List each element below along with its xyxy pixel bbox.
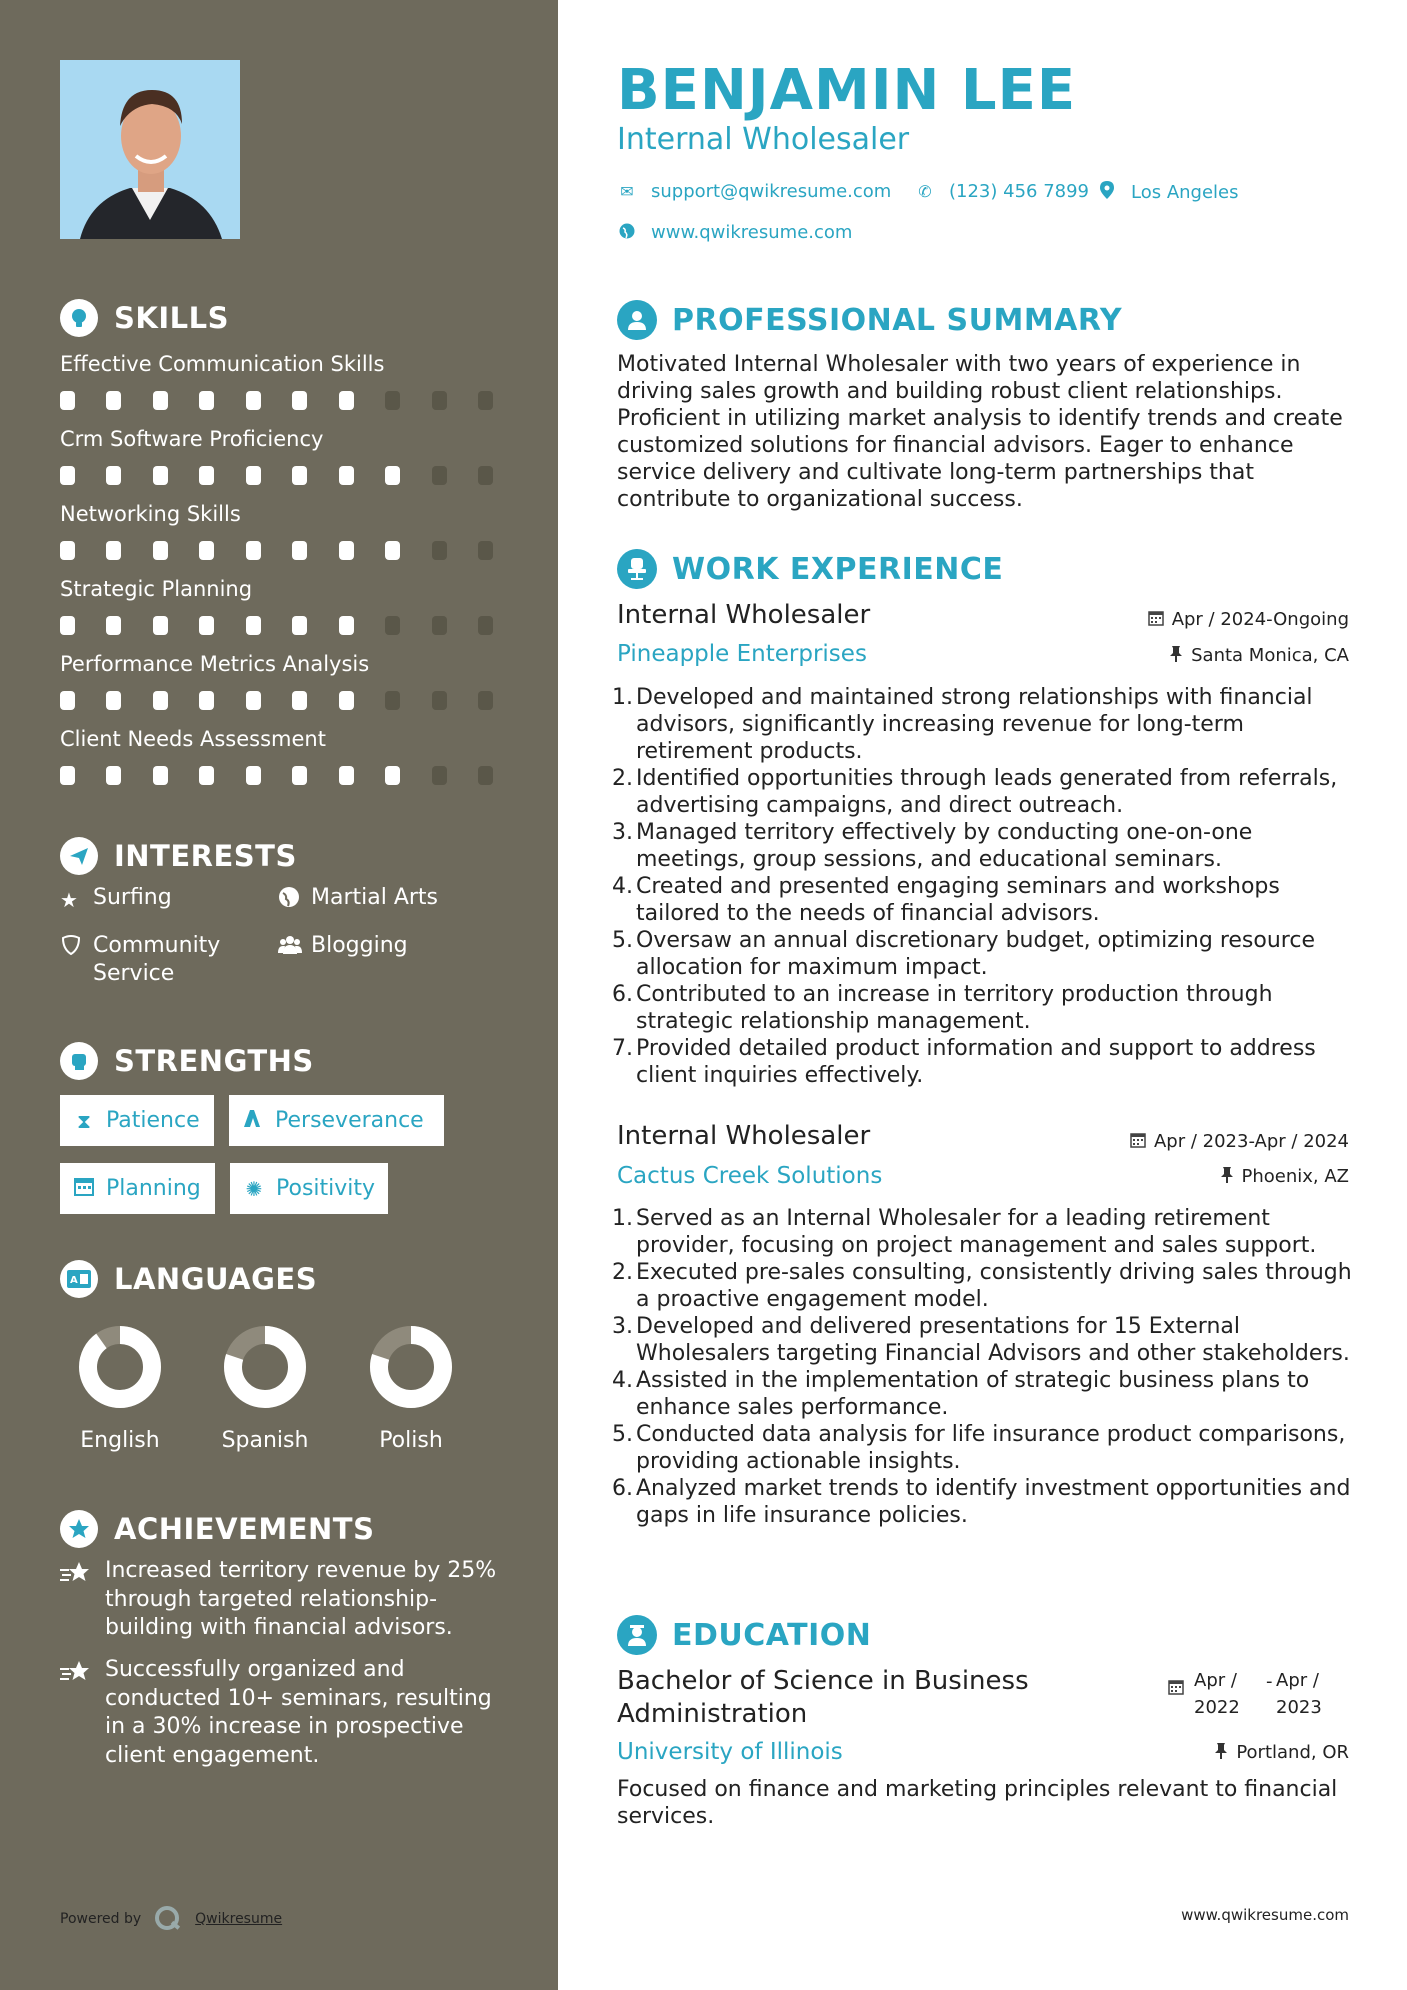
interests-heading bbox=[60, 836, 297, 876]
duty-item bbox=[612, 1205, 1357, 1259]
map-pin-icon bbox=[1097, 181, 1117, 203]
skill-name: Effective Communication Skills bbox=[60, 352, 385, 376]
skill-dot bbox=[339, 766, 354, 785]
calendar-icon bbox=[72, 1176, 96, 1201]
date-separator: - bbox=[1266, 1671, 1273, 1692]
skill-dot bbox=[432, 466, 447, 485]
skill-level-dots bbox=[60, 616, 500, 638]
duty-number: 2. bbox=[612, 766, 633, 791]
graduate-icon bbox=[617, 1615, 657, 1655]
skill-dot bbox=[60, 766, 75, 785]
skill-level-dots bbox=[60, 691, 500, 713]
skill-dot bbox=[199, 766, 214, 785]
duty-number: 6. bbox=[612, 1476, 633, 1501]
duty-item bbox=[612, 1421, 1357, 1475]
website-link[interactable]: www.qwikresume.com bbox=[651, 222, 853, 243]
skill-dot bbox=[432, 391, 447, 410]
user-icon bbox=[617, 300, 657, 340]
pushpin-icon bbox=[1214, 1743, 1228, 1763]
company-name: Cactus Creek Solutions bbox=[617, 1163, 883, 1189]
phone-icon: ✆ bbox=[918, 182, 932, 201]
fist-icon bbox=[60, 1042, 98, 1080]
strengths-title: STRENGTHS bbox=[114, 1044, 314, 1078]
degree-title: Bachelor of Science in Business Administration bbox=[617, 1666, 1029, 1729]
duty-number: 5. bbox=[612, 1422, 633, 1447]
duty-text: Identified opportunities through leads generated from referrals, advertising campaigns, and direct outreach. bbox=[636, 766, 1338, 818]
skill-dot bbox=[339, 391, 354, 410]
email-contact bbox=[617, 181, 891, 202]
language-ring bbox=[78, 1325, 162, 1409]
duty-text: Oversaw an annual discretionary budget, optimizing resource allocation for maximum impact. bbox=[636, 928, 1315, 980]
language-ring bbox=[369, 1325, 453, 1409]
duty-text: Managed territory effectively by conducting one-on-one meetings, group sessions, and educational seminars. bbox=[636, 820, 1253, 872]
duty-text: Executed pre-sales consulting, consistently driving sales through a proactive engagement model. bbox=[636, 1260, 1352, 1312]
skill-dot bbox=[246, 766, 261, 785]
skill-dot bbox=[478, 616, 493, 635]
skill-name: Performance Metrics Analysis bbox=[60, 652, 370, 676]
translate-icon bbox=[60, 1260, 98, 1298]
skill-dot bbox=[153, 466, 168, 485]
duty-number: 3. bbox=[612, 1314, 633, 1339]
skill-item bbox=[60, 424, 500, 488]
footer-url[interactable]: www.qwikresume.com bbox=[1181, 1906, 1349, 1924]
skill-dot bbox=[106, 541, 121, 560]
skill-item bbox=[60, 649, 500, 713]
skill-dot bbox=[246, 391, 261, 410]
duty-item bbox=[612, 1035, 1357, 1089]
skill-dot bbox=[432, 616, 447, 635]
phone-link[interactable]: (123) 456 7899 bbox=[949, 181, 1090, 202]
language-label: English bbox=[80, 1428, 160, 1453]
skills-title: SKILLS bbox=[114, 301, 229, 335]
svg-text:A: A bbox=[70, 1275, 78, 1286]
strength-tag: Perseverance bbox=[229, 1095, 444, 1146]
skill-dot bbox=[339, 466, 354, 485]
pushpin-icon bbox=[1220, 1167, 1234, 1187]
job-location: Santa Monica, CA bbox=[1169, 645, 1349, 666]
duty-text: Served as an Internal Wholesaler for a leading retirement provider, focusing on project management and sales support. bbox=[636, 1206, 1317, 1258]
achievements-heading bbox=[60, 1509, 374, 1549]
job-dates: Apr / 2024-Ongoing bbox=[1148, 609, 1349, 630]
skill-dot bbox=[153, 391, 168, 410]
skill-dot bbox=[246, 616, 261, 635]
languages-heading bbox=[60, 1259, 317, 1299]
location-contact: Los Angeles bbox=[1097, 181, 1239, 203]
sun-icon: ✺ bbox=[245, 1176, 263, 1201]
hourglass-icon: ⧗ bbox=[76, 1108, 92, 1133]
achievement-item: Successfully organized and conducted 10+ seminars, resulting in a 30% increase in prospective client engagement. bbox=[60, 1656, 500, 1770]
duty-number: 2. bbox=[612, 1260, 633, 1285]
skill-level-dots bbox=[60, 391, 500, 413]
skill-level-dots bbox=[60, 766, 500, 788]
duty-number: 4. bbox=[612, 874, 633, 899]
skill-item bbox=[60, 349, 500, 413]
skill-dot bbox=[385, 466, 400, 485]
duty-number: 6. bbox=[612, 982, 633, 1007]
skill-dot bbox=[153, 766, 168, 785]
skill-dot bbox=[246, 466, 261, 485]
duty-number: 3. bbox=[612, 820, 633, 845]
duty-number: 7. bbox=[612, 1036, 633, 1061]
skill-dot bbox=[478, 466, 493, 485]
duty-number: 1. bbox=[612, 1206, 633, 1231]
lightbulb-icon bbox=[60, 299, 98, 337]
duty-item bbox=[612, 1259, 1357, 1313]
skill-dot bbox=[106, 391, 121, 410]
company-name: Pineapple Enterprises bbox=[617, 641, 867, 667]
shooting-star-icon bbox=[60, 1658, 92, 1686]
paper-plane-icon bbox=[60, 837, 98, 875]
skill-dot bbox=[478, 766, 493, 785]
email-link[interactable]: support@qwikresume.com bbox=[651, 181, 892, 202]
skill-dot bbox=[199, 691, 214, 710]
achievement-item: Increased territory revenue by 25% through targeted relationship-building with financial advisors. bbox=[60, 1557, 500, 1643]
skill-dot bbox=[432, 766, 447, 785]
skill-dot bbox=[432, 691, 447, 710]
calendar-icon bbox=[1130, 1132, 1146, 1152]
skill-dot bbox=[153, 691, 168, 710]
calendar-icon bbox=[1168, 1679, 1184, 1699]
pushpin-icon bbox=[1169, 646, 1183, 666]
duty-text: Created and presented engaging seminars and workshops tailored to the needs of financial advisors. bbox=[636, 874, 1280, 926]
candidate-title: Internal Wholesaler bbox=[617, 122, 910, 157]
education-description: Focused on finance and marketing principles relevant to financial services. bbox=[617, 1777, 1338, 1829]
skill-dot bbox=[385, 691, 400, 710]
skill-name: Crm Software Proficiency bbox=[60, 427, 324, 451]
duty-item bbox=[612, 1475, 1357, 1529]
skill-name: Strategic Planning bbox=[60, 577, 253, 601]
strengths-heading bbox=[60, 1041, 314, 1081]
skill-dot bbox=[339, 541, 354, 560]
skill-dot bbox=[385, 766, 400, 785]
strength-tag: ✺ Positivity bbox=[230, 1163, 388, 1214]
qwikresume-link[interactable]: Qwikresume bbox=[195, 1911, 283, 1927]
star-icon: ★ bbox=[60, 888, 78, 912]
skill-dot bbox=[60, 391, 75, 410]
skill-dot bbox=[153, 616, 168, 635]
duty-text: Developed and delivered presentations for 15 External Wholesalers targeting Financial Advisors and other stakeholders. bbox=[636, 1314, 1350, 1366]
skill-dot bbox=[60, 466, 75, 485]
duty-text: Conducted data analysis for life insurance product comparisons, providing actionable insights. bbox=[636, 1422, 1346, 1474]
strength-tag: ⧗ Patience bbox=[60, 1095, 214, 1146]
strength-tag: Planning bbox=[60, 1163, 215, 1214]
skill-item bbox=[60, 574, 500, 638]
skill-dot bbox=[106, 766, 121, 785]
skill-dot bbox=[106, 691, 121, 710]
summary-heading: PROFESSIONAL SUMMARY bbox=[617, 300, 1122, 340]
job-duties-list bbox=[612, 684, 1357, 1089]
interests-title: INTERESTS bbox=[114, 839, 297, 873]
star-badge-icon bbox=[60, 1510, 98, 1548]
summary-text: Motivated Internal Wholesaler with two years of experience in driving sales growth and building robust client relationships. Proficient in utilizing market analysis to identify trends and create customized solutions for financial advisors. Eager to enhance service delivery and cultivate long-term partnerships that contribute to organizational success. bbox=[617, 352, 1343, 512]
envelope-icon: ✉ bbox=[620, 182, 634, 201]
skill-dot bbox=[106, 616, 121, 635]
skill-dot bbox=[60, 691, 75, 710]
skill-dot bbox=[339, 616, 354, 635]
skill-dot bbox=[60, 616, 75, 635]
skill-dot bbox=[292, 541, 307, 560]
language-label: Spanish bbox=[221, 1428, 309, 1453]
skill-level-dots bbox=[60, 466, 500, 488]
skill-dot bbox=[292, 391, 307, 410]
skill-dot bbox=[432, 541, 447, 560]
globe-icon bbox=[617, 223, 637, 243]
skill-dot bbox=[292, 691, 307, 710]
skill-dot bbox=[385, 391, 400, 410]
skill-dot bbox=[60, 541, 75, 560]
work-heading: WORK EXPERIENCE bbox=[617, 549, 1003, 589]
duty-number: 4. bbox=[612, 1368, 633, 1393]
skill-dot bbox=[292, 766, 307, 785]
profile-photo bbox=[60, 60, 240, 239]
achievements-title: ACHIEVEMENTS bbox=[114, 1512, 375, 1546]
duty-text: Provided detailed product information and support to address client inquiries effectively. bbox=[636, 1036, 1316, 1088]
shooting-star-icon bbox=[60, 1559, 92, 1587]
job-title: Internal Wholesaler bbox=[617, 1121, 871, 1151]
calendar-icon bbox=[1148, 610, 1164, 630]
skill-dot bbox=[385, 616, 400, 635]
sidebar: SKILLS Effective Communication Skills Crm Software Proficiency Networking Skills Strategic Planning Performance Metrics Analysis Client Needs Assessment INTERESTS ★ Surfing Martial Arts Community Service Blogging STRENGTHS ⧗ Patience Perseverance Planning ✺ Positivity A LANGUAGES English Spanish Polish ACHIEVEMENTS Increased territory revenue by 25% through targeted relationship-building with financial advisors. Successfully organized and conducted 10+ seminars, resulting in a 30% increase in prospective client engagement. Powered by Qwikresume bbox=[0, 0, 558, 1990]
job-title: Internal Wholesaler bbox=[617, 600, 871, 630]
office-chair-icon bbox=[617, 549, 657, 589]
hiker-icon bbox=[241, 1108, 265, 1133]
language-label: Polish bbox=[379, 1428, 443, 1453]
skill-dot bbox=[292, 616, 307, 635]
duty-number: 5. bbox=[612, 928, 633, 953]
skill-level-dots bbox=[60, 541, 500, 563]
phone-contact bbox=[915, 181, 1089, 202]
duty-item bbox=[612, 927, 1357, 981]
duty-item bbox=[612, 819, 1357, 873]
language-ring bbox=[223, 1325, 307, 1409]
duty-text: Analyzed market trends to identify investment opportunities and gaps in life insurance policies. bbox=[636, 1476, 1351, 1528]
skill-dot bbox=[153, 541, 168, 560]
skill-dot bbox=[199, 466, 214, 485]
skills-heading bbox=[60, 298, 229, 338]
globe-icon bbox=[278, 886, 302, 910]
skill-dot bbox=[199, 616, 214, 635]
skill-dot bbox=[246, 691, 261, 710]
skill-name: Networking Skills bbox=[60, 502, 241, 526]
skill-dot bbox=[106, 466, 121, 485]
school-name: University of Illinois bbox=[617, 1739, 843, 1765]
skill-dot bbox=[478, 691, 493, 710]
education-start-date: Apr / 2022 bbox=[1194, 1670, 1240, 1718]
skill-dot bbox=[339, 691, 354, 710]
duty-item bbox=[612, 1367, 1357, 1421]
qwikresume-logo-icon bbox=[153, 1904, 183, 1934]
duty-item bbox=[612, 765, 1357, 819]
duty-item bbox=[612, 873, 1357, 927]
skill-dot bbox=[199, 541, 214, 560]
skill-dot bbox=[478, 541, 493, 560]
job-duties-list bbox=[612, 1205, 1357, 1529]
candidate-name: BENJAMIN LEE bbox=[617, 58, 1077, 123]
skill-item bbox=[60, 724, 500, 788]
job-location: Phoenix, AZ bbox=[1220, 1166, 1350, 1187]
duty-item bbox=[612, 1313, 1357, 1367]
skill-name: Client Needs Assessment bbox=[60, 727, 326, 751]
education-heading: EDUCATION bbox=[617, 1615, 871, 1655]
skill-dot bbox=[199, 391, 214, 410]
skill-dot bbox=[292, 466, 307, 485]
duty-text: Assisted in the implementation of strategic business plans to enhance sales performance. bbox=[636, 1368, 1310, 1420]
duty-number: 1. bbox=[612, 685, 633, 710]
languages-title: LANGUAGES bbox=[114, 1262, 318, 1296]
duty-item bbox=[612, 981, 1357, 1035]
education-end-date: Apr / 2023 bbox=[1276, 1670, 1322, 1718]
powered-by: Powered by Qwikresume bbox=[60, 1904, 282, 1934]
website-contact bbox=[617, 222, 852, 243]
duty-text: Contributed to an increase in territory production through strategic relationship management. bbox=[636, 982, 1273, 1034]
shield-icon bbox=[60, 934, 84, 958]
users-icon bbox=[278, 934, 302, 958]
language-ring-fill bbox=[88, 1335, 152, 1399]
skill-dot bbox=[478, 391, 493, 410]
skill-dot bbox=[385, 541, 400, 560]
duty-text: Developed and maintained strong relationships with financial advisors, significantly increasing revenue for long-term retirement products. bbox=[636, 685, 1313, 764]
duty-item bbox=[612, 684, 1357, 765]
skill-dot bbox=[246, 541, 261, 560]
education-location: Portland, OR bbox=[1214, 1742, 1349, 1763]
skill-item bbox=[60, 499, 500, 563]
job-dates: Apr / 2023-Apr / 2024 bbox=[1130, 1131, 1349, 1152]
